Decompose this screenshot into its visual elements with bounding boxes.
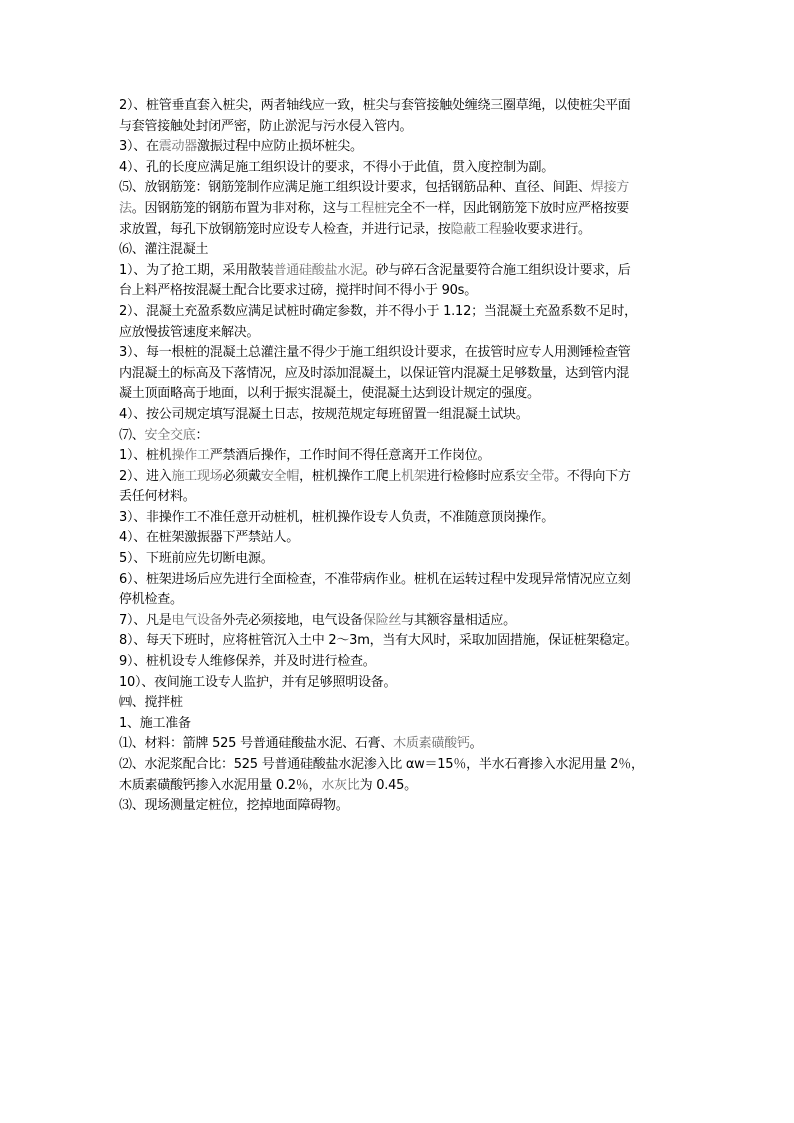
text-line xyxy=(119,220,681,241)
text-line xyxy=(119,261,681,282)
text-run: 1）、桩机 xyxy=(119,448,172,464)
text-line xyxy=(119,446,681,467)
text-line xyxy=(119,508,681,529)
text-run: ㈣、搅拌桩 xyxy=(119,695,183,711)
text-run: 2）、进入 xyxy=(119,468,172,484)
text-line xyxy=(119,693,681,714)
text-line xyxy=(119,611,681,632)
text-run: 2）、桩管垂直套入桩尖，两者轴线应一致，桩尖与套管接触处缠绕三圈草绳，以使桩尖平面 xyxy=(119,98,631,113)
text-run: 3）、非操作工不准任意开动桩机，桩机操作设专人负责，不准随意顶岗操作。 xyxy=(119,509,555,525)
text-line xyxy=(119,549,681,570)
keyword-link[interactable]: 隐蔽工程 xyxy=(450,221,502,237)
text-line xyxy=(119,405,681,426)
text-line xyxy=(119,590,681,611)
keyword-link[interactable]: 水灰比 xyxy=(321,777,360,793)
keyword-link[interactable]: 木质素磺酸钙 xyxy=(393,736,470,752)
text-run: 1、施工准备 xyxy=(119,715,191,731)
text-run: ⑸、放钢筋笼：钢筋笼制作应满足施工组织设计要求，包括钢筋品种、直径、间距、 xyxy=(119,180,591,196)
keyword-link[interactable]: 操作工 xyxy=(171,448,210,464)
text-run: 台上料严格按混凝土配合比要求过磅，搅拌时间不得小于 90s。 xyxy=(119,283,477,299)
text-run: 7）、凡是 xyxy=(119,612,172,628)
text-line xyxy=(119,570,681,591)
text-run: ⑺、 xyxy=(119,427,145,443)
text-line xyxy=(119,158,681,179)
keyword-link[interactable]: 安全交底 xyxy=(144,427,196,443)
text-run: 。 xyxy=(469,736,483,752)
text-run: 4）、按公司规定填写混凝土日志，按规范规定每班留置一组混凝土试块。 xyxy=(119,406,529,422)
text-run: 外壳必须接地，电气设备 xyxy=(222,612,363,628)
text-run: 进行检修时应系 xyxy=(426,468,516,484)
text-line xyxy=(119,426,681,447)
text-run: 内混凝土的标高及下落情况，应及时添加混凝土，以保证管内混凝土足够数量，达到管内混 xyxy=(119,365,630,381)
keyword-link[interactable]: 工程桩 xyxy=(348,200,387,216)
text-line xyxy=(119,467,681,488)
text-run: ⑵、水泥浆配合比：525 号普通硅酸盐水泥渗入比 αw＝15％，半水石膏掺入水泥用量 2％， xyxy=(119,757,644,772)
text-run: 停机检查。 xyxy=(119,592,183,608)
text-run: 2）、混凝土充盈系数应满足试桩时确定参数，并不得小于 1.12；当混凝土充盈系数不足时， xyxy=(119,303,637,319)
text-run: 与其额容量相适应。 xyxy=(401,612,516,628)
text-run: ⑴、材料：箭牌 525 号普通硅酸盐水泥、石膏、 xyxy=(119,736,394,752)
text-line xyxy=(119,714,681,735)
text-line xyxy=(119,734,681,755)
text-line xyxy=(119,364,681,385)
text-run: 应放慢拔管速度来解决。 xyxy=(119,324,260,340)
text-run: 严禁酒后操作，工作时间不得任意离开工作岗位。 xyxy=(209,448,491,464)
text-run: 为 0.45。 xyxy=(359,777,417,793)
text-line xyxy=(119,323,681,344)
text-run: 1）、为了抢工期，采用散装 xyxy=(119,262,274,278)
text-run: 10）、夜间施工设专人监护，并有足够照明设备。 xyxy=(119,674,397,690)
text-line xyxy=(119,528,681,549)
text-line xyxy=(119,631,681,652)
text-run: 与套管接触处封闭严密，防止淤泥与污水侵入管内。 xyxy=(119,118,413,134)
text-line xyxy=(119,755,681,776)
text-run: 9）、桩机设专人维修保养，并及时进行检查。 xyxy=(119,654,376,670)
text-run: 5）、下班前应先切断电源。 xyxy=(119,551,274,567)
document-body xyxy=(119,96,681,817)
keyword-link[interactable]: 安全帽 xyxy=(260,468,300,484)
text-run: ： xyxy=(195,427,209,443)
text-run: 8）、每天下班时，应将桩管沉入土中 2～3m，当有大风时，采取加固措施，保证桩架稳定。 xyxy=(119,633,638,649)
keyword-link[interactable]: 机架 xyxy=(401,468,427,484)
text-run: 完全不一样，因此钢筋笼下放时应严格按要 xyxy=(386,200,630,216)
text-run: ⑹、灌注混凝土 xyxy=(119,242,209,258)
keyword-link[interactable]: 施工现场 xyxy=(171,468,223,484)
keyword-link[interactable]: 保险丝 xyxy=(362,612,402,628)
keyword-link[interactable]: 电气设备 xyxy=(171,612,223,628)
text-run: ⑶、现场测量定桩位，挖掉地面障碍物。 xyxy=(119,798,349,814)
text-run: 激振过程中应防止损坏桩尖。 xyxy=(197,139,363,155)
text-run: 4）、在桩架激振器下严禁站人。 xyxy=(119,530,300,546)
keyword-link[interactable]: 法 xyxy=(119,200,132,216)
text-run: 。因钢筋笼的钢筋布置为非对称，这与 xyxy=(131,200,349,216)
text-line xyxy=(119,240,681,261)
text-run: 4）、孔的长度应满足施工组织设计的要求，不得小于此值，贯入度控制为副。 xyxy=(119,159,555,175)
text-run: 3）、在 xyxy=(119,139,159,155)
text-line xyxy=(119,384,681,405)
text-run: 验收要求进行。 xyxy=(501,221,591,237)
text-line xyxy=(119,302,681,323)
text-line xyxy=(119,96,681,117)
text-run: 凝土顶面略高于地面，以利于振实混凝土，使混凝土达到设计规定的强度。 xyxy=(119,386,540,402)
text-line xyxy=(119,343,681,364)
text-line xyxy=(119,137,681,158)
text-run: 6）、桩架进场后应先进行全面检查，不准带病作业。桩机在运转过程中发现异常情况应立刻 xyxy=(119,571,631,587)
keyword-link[interactable]: 震动器 xyxy=(158,139,198,155)
text-run: 。不得向下方 xyxy=(554,468,631,484)
text-line xyxy=(119,776,681,797)
text-run: ，桩机操作工爬上 xyxy=(299,468,402,484)
text-run: 必须戴 xyxy=(222,468,261,484)
text-line xyxy=(119,673,681,694)
keyword-link[interactable]: 焊接方 xyxy=(590,180,630,196)
text-line xyxy=(119,117,681,138)
keyword-link[interactable]: 安全带 xyxy=(515,468,555,484)
text-line xyxy=(119,178,681,199)
text-line xyxy=(119,281,681,302)
text-run: 求放置，每孔下放钢筋笼时应设专人检查，并进行记录，按 xyxy=(119,221,451,237)
text-run: 3）、每一根桩的混凝土总灌注量不得少于施工组织设计要求，在拔管时应专人用测锤检查管 xyxy=(119,345,631,361)
text-run: 木质素磺酸钙掺入水泥用量 0.2％， xyxy=(119,777,322,793)
text-line xyxy=(119,199,681,220)
text-line xyxy=(119,652,681,673)
text-line xyxy=(119,796,681,817)
text-run: 。砂与碎石含泥量要符合施工组织设计要求，后 xyxy=(362,262,631,278)
text-run: 丢任何材料。 xyxy=(119,489,196,505)
text-line xyxy=(119,487,681,508)
keyword-link[interactable]: 普通硅酸盐水泥 xyxy=(273,262,363,278)
